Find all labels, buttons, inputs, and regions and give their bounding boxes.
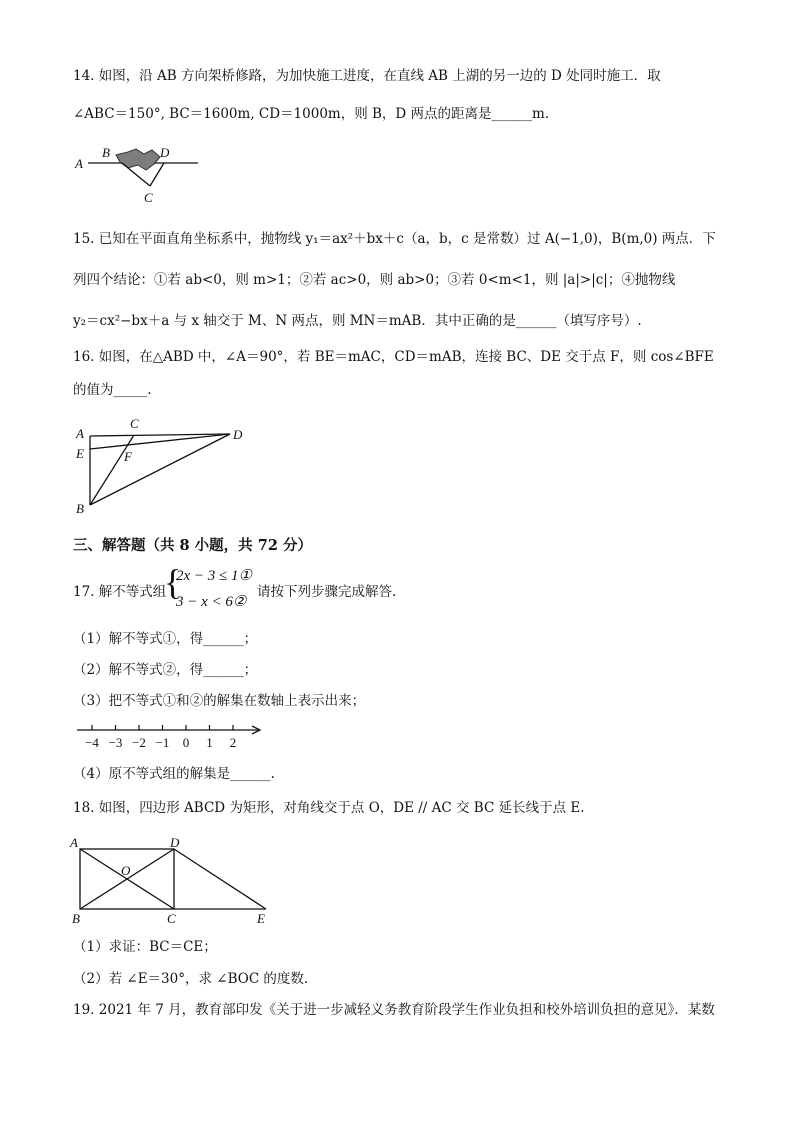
label-e: E: [76, 446, 84, 461]
axis-tick-label: −4: [85, 735, 99, 750]
q14-figure: [70, 140, 210, 210]
q19-line1: 19. 2021 年 7 月，教育部印发《关于进一步减轻义务教育阶段学生作业负担和校外培训负担的意见》．某数: [73, 1002, 715, 1018]
lake-shape: [116, 149, 160, 170]
segment-cd: [150, 163, 164, 186]
label-c: C: [144, 190, 153, 205]
axis-tick-label: −1: [155, 735, 170, 750]
q17-suffix: 请按下列步骤完成解答.: [257, 584, 397, 600]
q16-line2: 的值为_____.: [73, 382, 152, 398]
label-f: F: [124, 449, 132, 464]
section-heading: 三、解答题（共 8 小题，共 72 分）: [73, 537, 312, 554]
label-b: B: [72, 911, 80, 926]
label-d: D: [233, 427, 243, 442]
axis-tick-label: −3: [108, 735, 123, 750]
q17-step2: （2）解不等式②，得______；: [73, 662, 258, 678]
q17-step1: （1）解不等式①，得______；: [73, 631, 258, 647]
q14-line2: ∠ABC＝150°, BC＝1600m, CD＝1000m，则 B，D 两点的距离是______m.: [73, 106, 550, 122]
number-line: [72, 718, 267, 752]
system-brace: {: [164, 562, 182, 602]
label-a: A: [70, 835, 78, 850]
label-b: B: [102, 145, 110, 160]
q18-part2: （2）若 ∠E＝30°，求 ∠BOC 的度数.: [73, 971, 309, 987]
axis-tick-label: 2: [229, 735, 237, 750]
axis-tick-label: −2: [132, 735, 146, 750]
q16-figure: [70, 413, 260, 523]
q14-line1: 14. 如图，沿 AB 方向架桥修路，为加快施工进度，在直线 AB 上湖的另一边的 D 处同时施工．取: [73, 68, 661, 84]
q18-figure: [68, 833, 278, 928]
q18-part1: （1）求证：BC＝CE；: [73, 939, 217, 955]
q17-step3: （3）把不等式①和②的解集在数轴上表示出来；: [73, 693, 366, 709]
q15-line1: 15. 已知在平面直角坐标系中，抛物线 y₁＝ax²＋bx＋c（a，b，c 是常数）过 A(−1,0)，B(m,0) 两点．下: [73, 231, 716, 247]
q17-inequality-1: 2x − 3 ≤ 1①: [176, 568, 252, 584]
q17-inequality-2: 3 − x < 6②: [176, 594, 247, 610]
label-e: E: [257, 911, 265, 926]
q17-prefix: 17. 解不等式组: [73, 584, 167, 600]
q15-line3: y₂＝cx²−bx＋a 与 x 轴交于 M、N 两点，则 MN＝mAB．其中正确的是______（填写序号）.: [73, 313, 642, 329]
axis-tick-label: 1: [206, 735, 213, 750]
label-b: B: [76, 501, 84, 516]
label-a: A: [76, 426, 84, 441]
label-d: D: [170, 835, 180, 850]
label-o: O: [121, 863, 131, 878]
segment-bd: [90, 434, 230, 505]
label-a: A: [75, 156, 83, 171]
label-c: C: [130, 416, 139, 431]
q15-line2: 列四个结论：①若 ab<0，则 m>1；②若 ac>0，则 ab>0；③若 0<m<1，则 |a|>|c|；④抛物线: [73, 272, 676, 288]
label-c: C: [167, 911, 176, 926]
axis-tick-label: 0: [182, 735, 190, 750]
q18-line1: 18. 如图，四边形 ABCD 为矩形，对角线交于点 O，DE // AC 交 BC 延长线于点 E．: [73, 800, 594, 816]
q17-step4: （4）原不等式组的解集是______.: [73, 766, 275, 782]
label-d: D: [160, 145, 170, 160]
segment-de: [174, 849, 266, 909]
q16-line1: 16. 如图，在△ABD 中，∠A＝90°，若 BE＝mAC，CD＝mAB，连接 BC、DE 交于点 F，则 cos∠BFE: [73, 349, 714, 365]
